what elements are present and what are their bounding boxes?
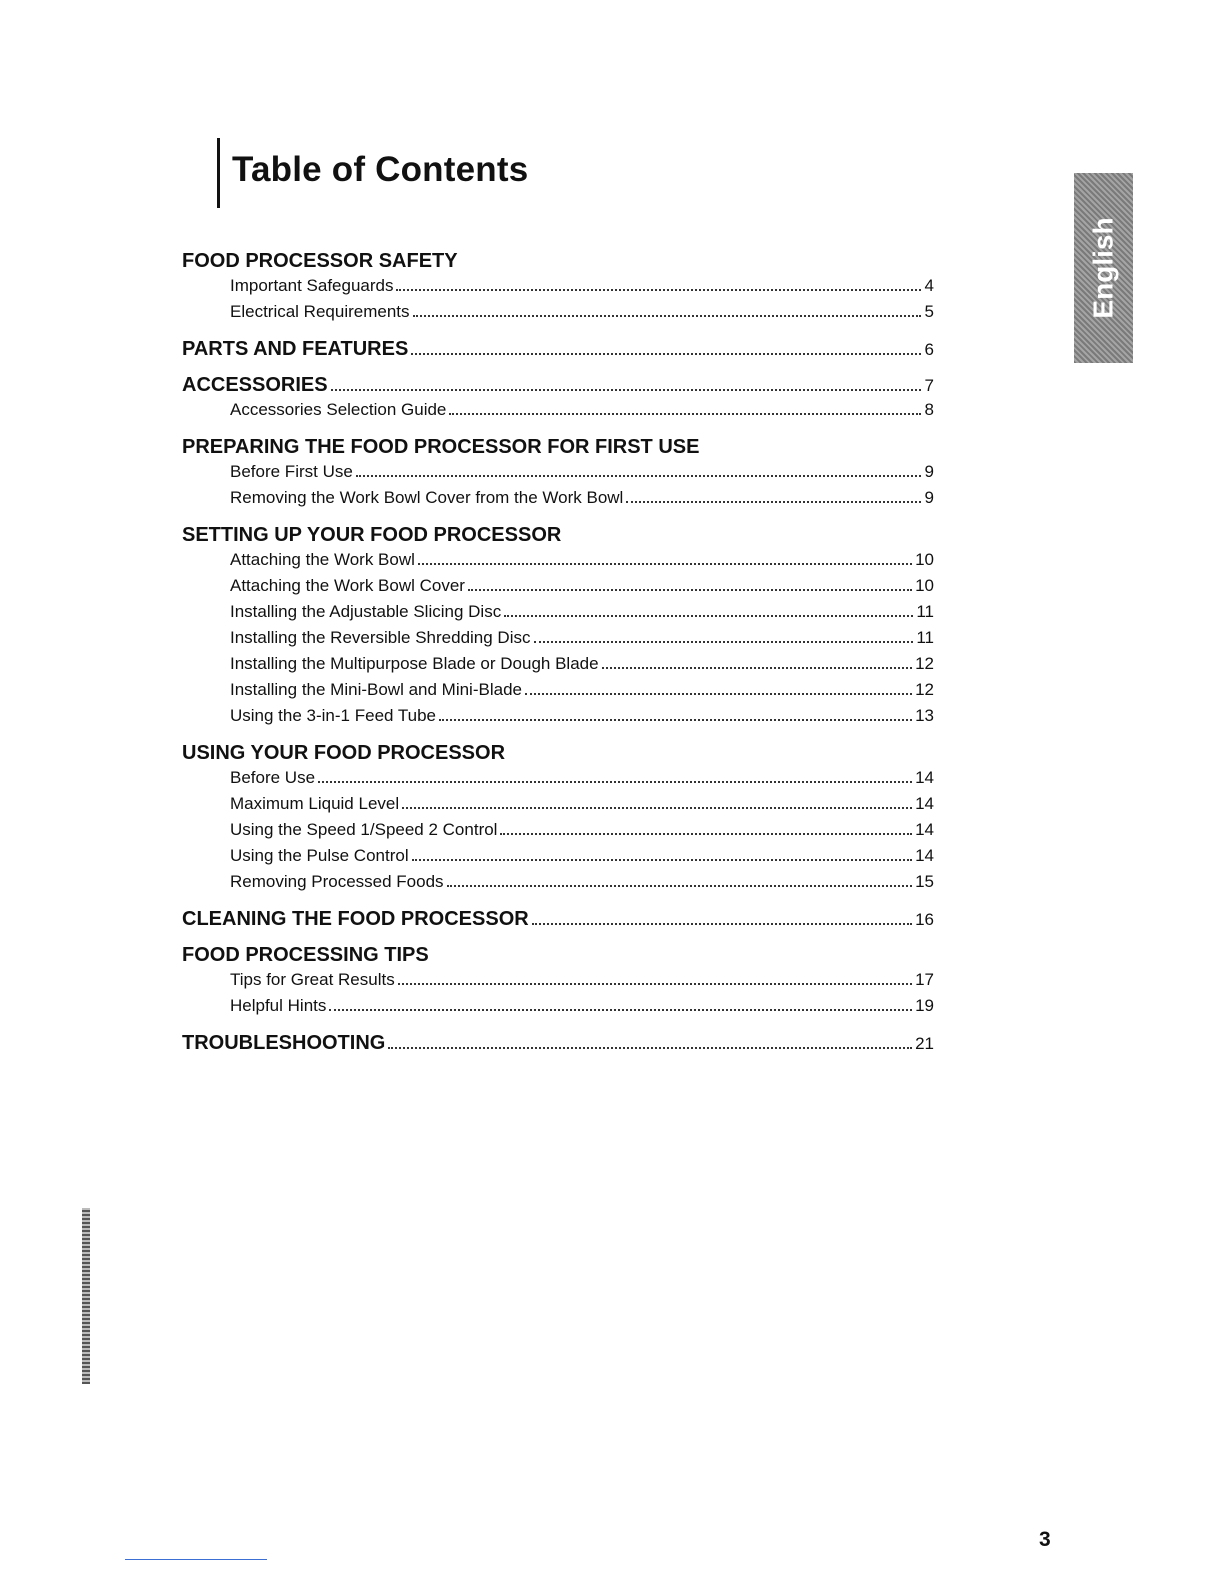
- toc-section: [182, 250, 934, 328]
- toc-section: [182, 374, 934, 426]
- toc-entry[interactable]: [182, 576, 934, 602]
- toc-entry-label: Removing the Work Bowl Cover from the Work Bowl: [230, 488, 624, 507]
- toc-entry[interactable]: [182, 846, 934, 872]
- toc-entry-label: Helpful Hints: [230, 996, 327, 1015]
- toc-entry-label: Using the Speed 1/Speed 2 Control: [230, 820, 498, 839]
- toc-heading[interactable]: [182, 338, 934, 364]
- toc-heading-label: PREPARING THE FOOD PROCESSOR FOR FIRST USE: [182, 436, 700, 458]
- toc-page-number: 10: [915, 550, 934, 569]
- page-number: 3: [1039, 1528, 1051, 1551]
- table-of-contents: [182, 250, 934, 1068]
- dot-leader: [411, 353, 921, 355]
- toc-page-number: 11: [916, 602, 934, 621]
- dot-leader: [398, 983, 912, 985]
- toc-entry[interactable]: [182, 820, 934, 846]
- toc-page-number: 9: [924, 462, 934, 481]
- toc-heading[interactable]: [182, 944, 934, 970]
- dot-leader: [468, 589, 912, 591]
- toc-entry-label: Important Safeguards: [230, 276, 394, 295]
- toc-entry[interactable]: [182, 488, 934, 514]
- toc-page-number: 19: [915, 996, 934, 1015]
- dot-leader: [500, 833, 912, 835]
- toc-heading-label: USING YOUR FOOD PROCESSOR: [182, 742, 506, 764]
- bottom-rule: [125, 1559, 267, 1560]
- toc-entry-label: Before First Use: [230, 462, 353, 481]
- dot-leader: [534, 641, 914, 643]
- toc-heading[interactable]: [182, 250, 934, 276]
- toc-entry-label: Accessories Selection Guide: [230, 400, 447, 419]
- dot-leader: [331, 389, 921, 391]
- dot-leader: [504, 615, 913, 617]
- toc-page-number: 14: [915, 820, 934, 839]
- dot-leader: [449, 413, 921, 415]
- dot-leader: [602, 667, 913, 669]
- toc-entry-label: Tips for Great Results: [230, 970, 395, 989]
- toc-heading-label: CLEANING THE FOOD PROCESSOR: [182, 908, 529, 930]
- toc-entry[interactable]: [182, 462, 934, 488]
- toc-entry[interactable]: [182, 654, 934, 680]
- toc-page-number: 21: [915, 1034, 934, 1053]
- dot-leader: [532, 923, 912, 925]
- toc-entry[interactable]: [182, 794, 934, 820]
- dot-leader: [329, 1009, 912, 1011]
- toc-entry-label: Before Use: [230, 768, 316, 787]
- dot-leader: [388, 1047, 912, 1049]
- toc-entry[interactable]: [182, 768, 934, 794]
- toc-entry[interactable]: [182, 872, 934, 898]
- toc-entry[interactable]: [182, 628, 934, 654]
- toc-page-number: 5: [924, 302, 934, 321]
- toc-page-number: 14: [915, 846, 934, 865]
- page-title: Table of Contents: [232, 150, 529, 189]
- toc-page-number: 7: [924, 376, 934, 395]
- toc-page-number: 17: [915, 970, 934, 989]
- dot-leader: [356, 475, 921, 477]
- dot-leader: [318, 781, 912, 783]
- toc-section: [182, 1032, 934, 1058]
- toc-entry-label: Electrical Requirements: [230, 302, 410, 321]
- dot-leader: [418, 563, 912, 565]
- title-accent-bar: [217, 138, 220, 208]
- toc-page-number: 4: [924, 276, 934, 295]
- toc-heading-label: ACCESSORIES: [182, 374, 328, 396]
- margin-scan-mark: [82, 1208, 90, 1384]
- toc-section: [182, 742, 934, 898]
- toc-entry[interactable]: [182, 602, 934, 628]
- toc-heading[interactable]: [182, 908, 934, 934]
- toc-page-number: 6: [924, 340, 934, 359]
- toc-section: [182, 436, 934, 514]
- toc-heading-label: FOOD PROCESSING TIPS: [182, 944, 429, 966]
- toc-page-number: 8: [924, 400, 934, 419]
- toc-page-number: 12: [915, 680, 934, 699]
- toc-entry[interactable]: [182, 680, 934, 706]
- toc-heading[interactable]: [182, 742, 934, 768]
- dot-leader: [439, 719, 912, 721]
- toc-heading[interactable]: [182, 524, 934, 550]
- toc-page-number: 11: [916, 628, 934, 647]
- toc-entry-label: Installing the Adjustable Slicing Disc: [230, 602, 502, 621]
- toc-page-number: 9: [924, 488, 934, 507]
- toc-page-number: 16: [915, 910, 934, 929]
- toc-heading[interactable]: [182, 374, 934, 400]
- toc-entry-label: Removing Processed Foods: [230, 872, 444, 891]
- language-tab-label: English: [1087, 217, 1119, 319]
- toc-heading[interactable]: [182, 436, 934, 462]
- toc-page-number: 14: [915, 794, 934, 813]
- dot-leader: [525, 693, 912, 695]
- toc-heading-label: PARTS AND FEATURES: [182, 338, 409, 360]
- toc-entry-label: Using the 3-in-1 Feed Tube: [230, 706, 437, 725]
- toc-page-number: 10: [915, 576, 934, 595]
- toc-entry-label: Attaching the Work Bowl Cover: [230, 576, 465, 595]
- toc-entry-label: Using the Pulse Control: [230, 846, 409, 865]
- toc-page-number: 12: [915, 654, 934, 673]
- dot-leader: [413, 315, 921, 317]
- dot-leader: [412, 859, 912, 861]
- toc-section: [182, 908, 934, 934]
- toc-entry-label: Attaching the Work Bowl: [230, 550, 415, 569]
- toc-section: [182, 338, 934, 364]
- toc-section: [182, 524, 934, 732]
- toc-entry[interactable]: [182, 302, 934, 328]
- toc-entry-label: Installing the Multipurpose Blade or Dough Blade: [230, 654, 599, 673]
- dot-leader: [402, 807, 912, 809]
- toc-entry-label: Installing the Reversible Shredding Disc: [230, 628, 531, 647]
- toc-entry-label: Installing the Mini-Bowl and Mini-Blade: [230, 680, 522, 699]
- toc-entry[interactable]: [182, 550, 934, 576]
- toc-entry[interactable]: [182, 400, 934, 426]
- toc-heading-label: FOOD PROCESSOR SAFETY: [182, 250, 458, 272]
- toc-page-number: 13: [915, 706, 934, 725]
- toc-entry[interactable]: [182, 276, 934, 302]
- toc-entry-label: Maximum Liquid Level: [230, 794, 400, 813]
- toc-entry[interactable]: [182, 970, 934, 996]
- toc-entry[interactable]: [182, 706, 934, 732]
- dot-leader: [396, 289, 921, 291]
- toc-entry[interactable]: [182, 996, 934, 1022]
- toc-page-number: 15: [915, 872, 934, 891]
- dot-leader: [626, 501, 921, 503]
- toc-heading[interactable]: [182, 1032, 934, 1058]
- toc-section: [182, 944, 934, 1022]
- toc-page-number: 14: [915, 768, 934, 787]
- toc-heading-label: TROUBLESHOOTING: [182, 1032, 386, 1054]
- language-tab: [1074, 173, 1133, 363]
- toc-heading-label: SETTING UP YOUR FOOD PROCESSOR: [182, 524, 562, 546]
- dot-leader: [447, 885, 913, 887]
